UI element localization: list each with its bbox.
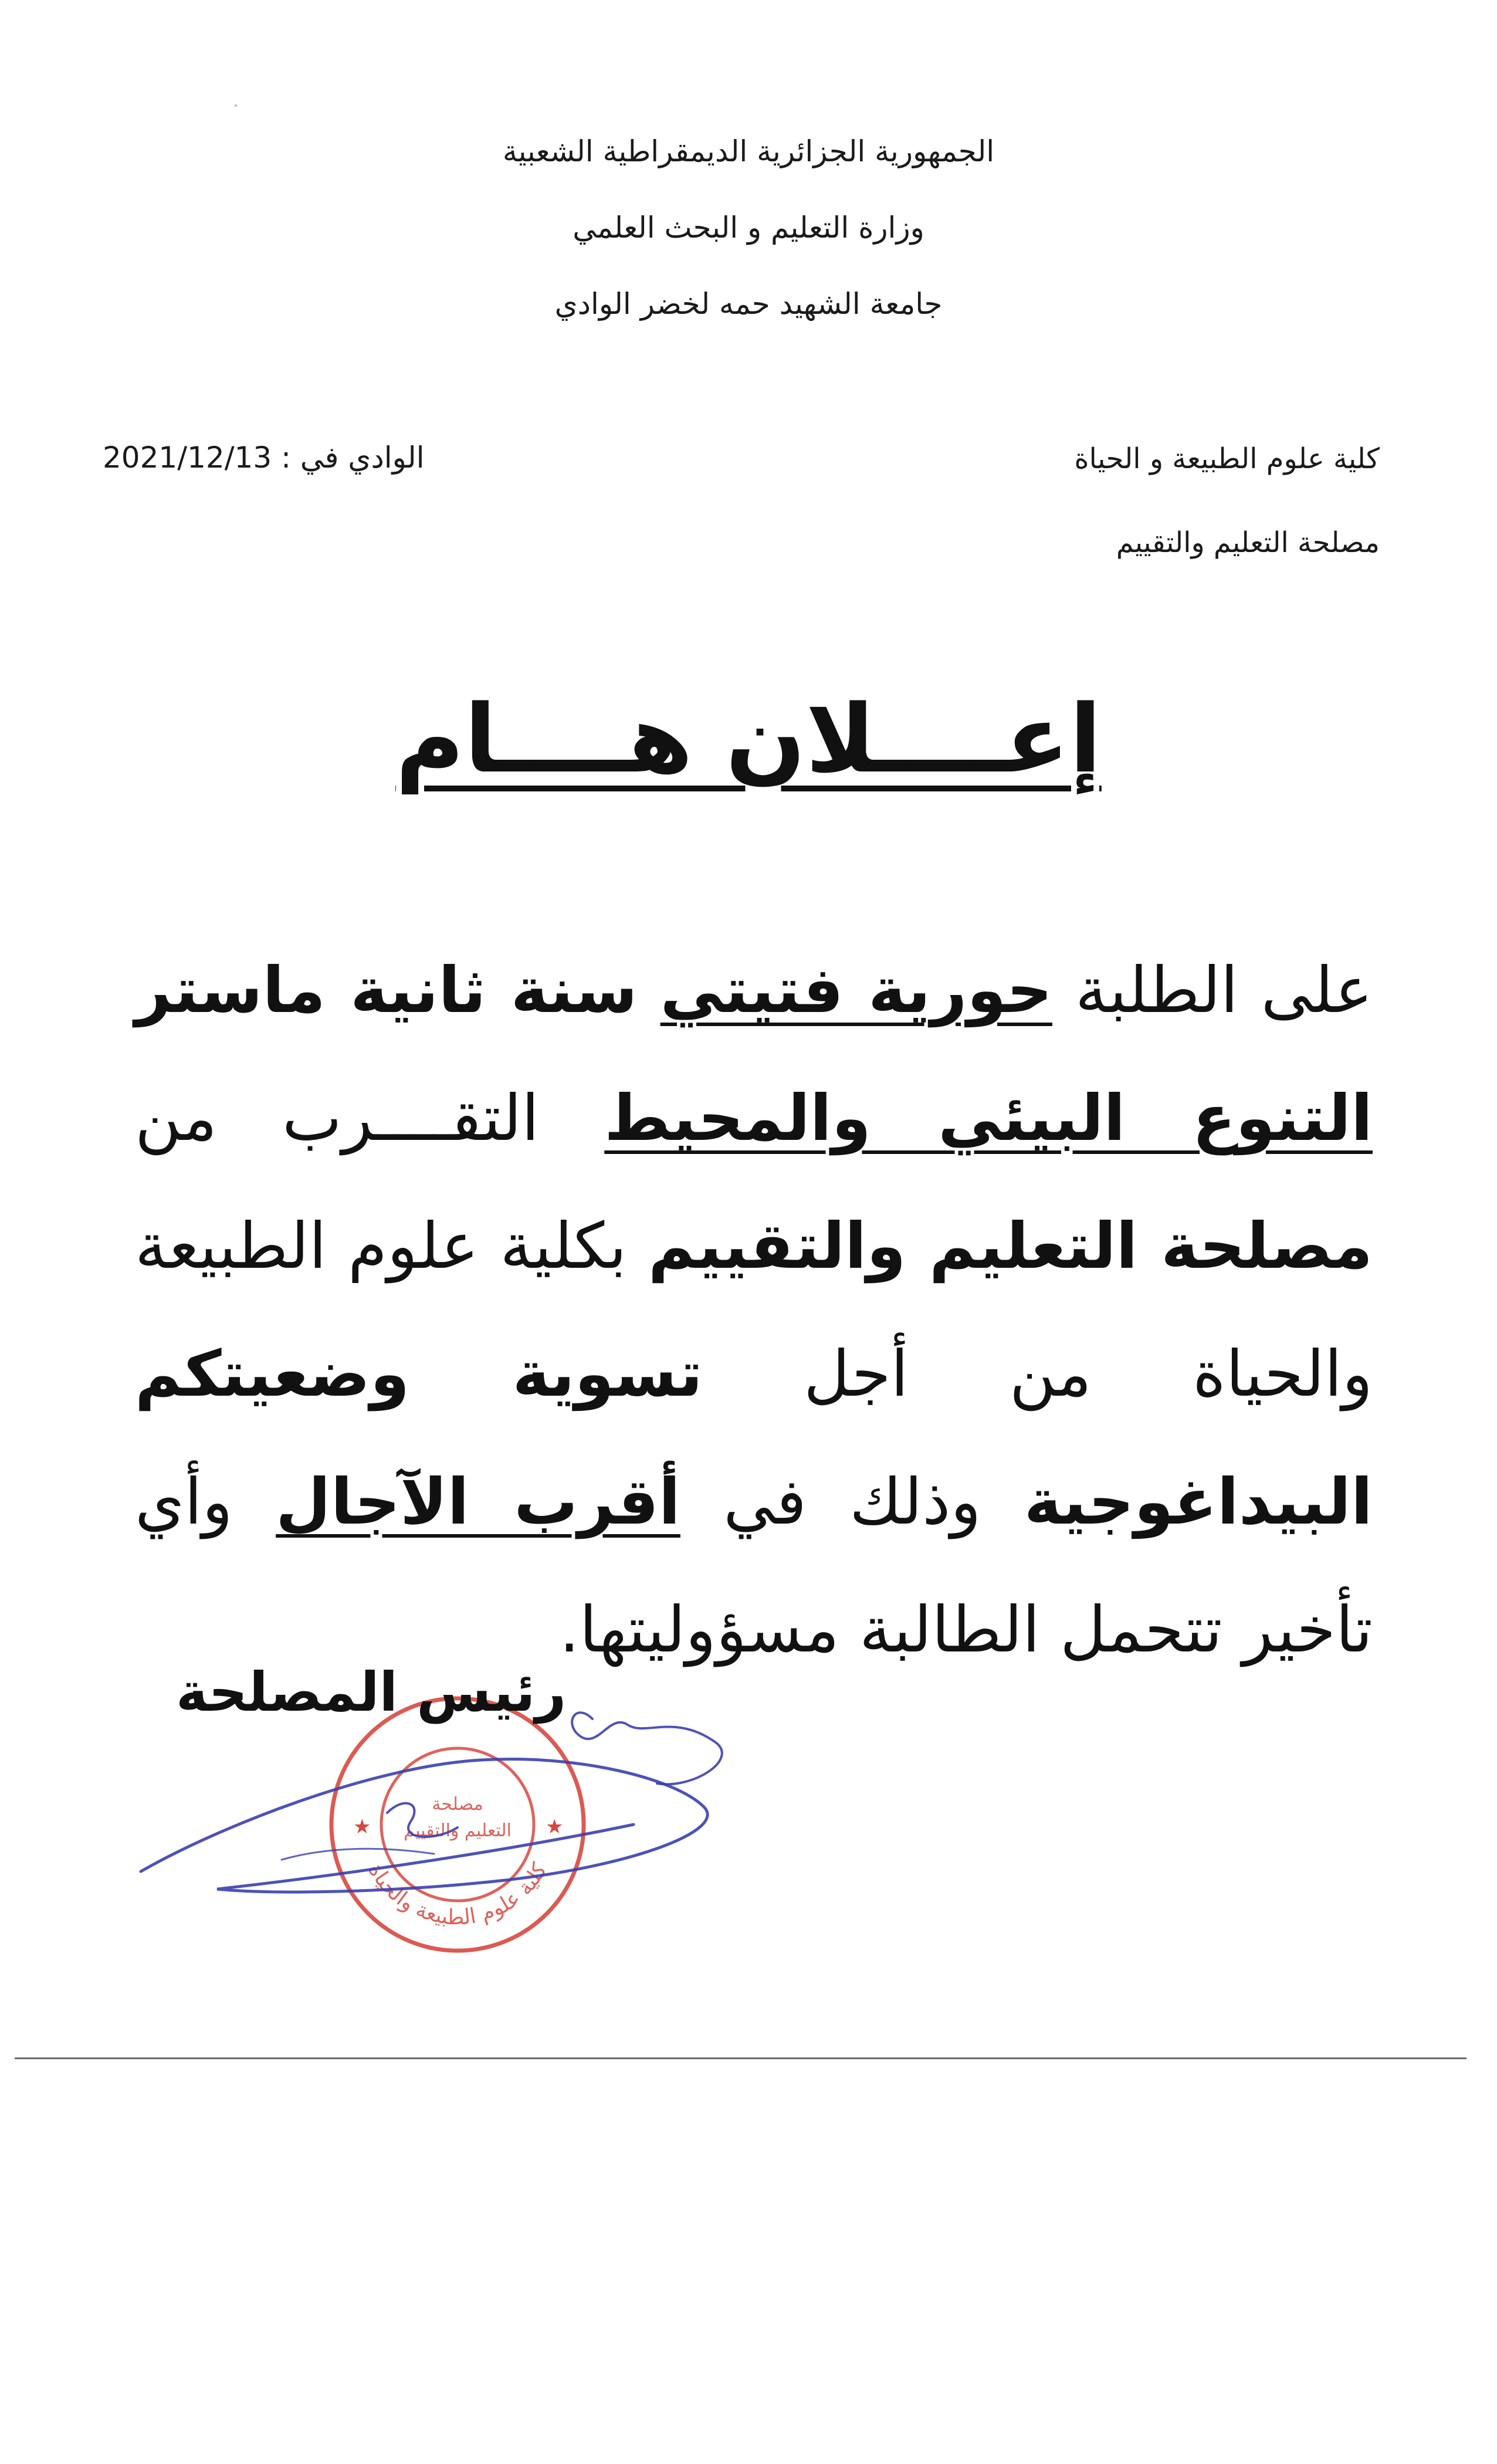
handwritten-signature (129, 1678, 751, 1924)
body-segment: بكلية علوم الطبيعة والحياة من أجل (135, 1210, 1373, 1411)
service-reference: مصلحة التعليم والتقييم (648, 1210, 1373, 1283)
body-segment: وأي تأخير تتحمل الطالبة مسؤوليتها. (135, 1465, 1373, 1667)
stamp-star-left: ★ (353, 1815, 371, 1839)
stamp-ring-text: كلية علوم الطبيعة والحياة (363, 1859, 552, 1930)
stamp-center-text-2: التعليم والتقييم (404, 1820, 512, 1841)
stamp-star-right: ★ (546, 1815, 564, 1839)
body-segment: التقــــرب من (135, 1082, 540, 1155)
specialty-name: التنوع البيئي والمحيط (604, 1082, 1373, 1155)
announcement-title (0, 681, 1497, 798)
page-bottom-rule (15, 2057, 1466, 2059)
situation-phrase: تسوية وضعيتكم البيداغوجية (135, 1338, 1373, 1539)
body-segment: على الطلبة (1075, 954, 1373, 1027)
scan-speck (235, 104, 237, 107)
header-university: جامعة الشهيد حمه لخضر الوادي (554, 287, 943, 321)
date-label: الوادي في : (281, 441, 425, 475)
date-value: 2021/12/13 (103, 441, 272, 475)
signature-stroke-top (572, 1712, 722, 1784)
announcement-body (135, 927, 1373, 1694)
body-segment: وذلك في (723, 1465, 981, 1539)
announcement-title-text: إعــــلان هــــام (395, 684, 1102, 794)
faculty-name: كلية علوم الطبيعة و الحياة (1074, 442, 1380, 475)
date-line (103, 440, 425, 475)
signature-stroke-loop (387, 1803, 458, 1837)
signature-stroke-main (141, 1759, 707, 1892)
signature-title: رئيس المصلحة (176, 1661, 567, 1724)
header-republic: الجمهورية الجزائرية الديمقراطية الشعبية (502, 134, 995, 168)
study-level: سنة ثانية ماستر (135, 954, 638, 1027)
deadline-phrase: أقرب الآجال (276, 1465, 680, 1539)
stamp-center-text-1: مصلحة (432, 1794, 483, 1815)
header-ministry: وزارة التعليم و البحث العلمي (573, 211, 924, 245)
service-name: مصلحة التعليم والتقييم (1116, 526, 1380, 559)
student-name: حورية فتيتي (660, 954, 1052, 1027)
signature-stroke-underline (282, 1849, 434, 1860)
